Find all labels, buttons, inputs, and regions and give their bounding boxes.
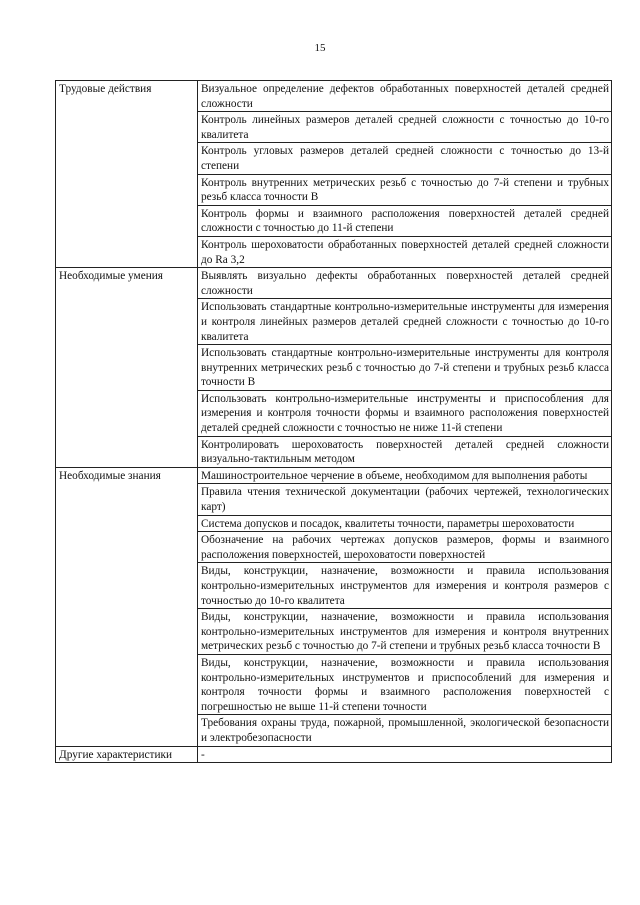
table-cell: Использовать стандартные контрольно-измерительные инструменты для контроля внутренних метрических резьб с точностью до 7-й степени и трубных резьб класса точности B bbox=[198, 345, 612, 391]
table-cell: Выявлять визуально дефекты обработанных поверхностей деталей средней сложности bbox=[198, 268, 612, 299]
section-label-required-knowledge: Необходимые знания bbox=[56, 467, 198, 746]
table-cell: Визуальное определение дефектов обработанных поверхностей деталей средней сложности bbox=[198, 81, 612, 112]
section-label-other-characteristics: Другие характеристики bbox=[56, 746, 198, 763]
page-number: 15 bbox=[314, 42, 326, 54]
requirements-table bbox=[55, 80, 612, 763]
table-cell: Контроль угловых размеров деталей средней сложности с точностью до 13-й степени bbox=[198, 143, 612, 174]
table-row bbox=[56, 467, 612, 484]
table-cell: Использовать стандартные контрольно-измерительные инструменты для измерения и контроля линейных размеров деталей средней сложности с точностью до 10-го квалитета bbox=[198, 299, 612, 345]
table-cell: Виды, конструкции, назначение, возможности и правила использования контрольно-измерительных инструментов для измерения и контроля размеров с точностью до 10-го квалитета bbox=[198, 563, 612, 609]
table-cell: Требования охраны труда, пожарной, промышленной, экологической безопасности и электробезопасности bbox=[198, 715, 612, 746]
table-cell: Виды, конструкции, назначение, возможности и правила использования контрольно-измерительных инструментов и приспособлений для измерения и контроля точности формы и взаимного расположения поверхностей с погрешностью не выше 11-й степени точности bbox=[198, 654, 612, 714]
section-label-required-skills: Необходимые умения bbox=[56, 268, 198, 468]
table-cell: Контроль внутренних метрических резьб с точностью до 7-й степени и трубных резьб класса точности B bbox=[198, 174, 612, 205]
table-cell: Контроль линейных размеров деталей средней сложности с точностью до 10-го квалитета bbox=[198, 112, 612, 143]
table-row bbox=[56, 81, 612, 112]
table-cell: Машиностроительное черчение в объеме, необходимом для выполнения работы bbox=[198, 467, 612, 484]
table-cell: Правила чтения технической документации (рабочих чертежей, технологических карт) bbox=[198, 484, 612, 515]
table-cell: Контроль шероховатости обработанных поверхностей деталей средней сложности до Ra 3,2 bbox=[198, 236, 612, 267]
section-label-labor-actions: Трудовые действия bbox=[56, 81, 198, 268]
table-row bbox=[56, 746, 612, 763]
table-cell: Использовать контрольно-измерительные инструменты и приспособления для измерения и контроля точности формы и взаимного расположения поверхностей деталей средней сложности с точностью не ниже 11-й степени bbox=[198, 390, 612, 436]
table-cell: Система допусков и посадок, квалитеты точности, параметры шероховатости bbox=[198, 515, 612, 532]
table-row bbox=[56, 268, 612, 299]
table-cell: Контролировать шероховатость поверхностей деталей средней сложности визуально-тактильным методом bbox=[198, 436, 612, 467]
table-cell: Контроль формы и взаимного расположения поверхностей деталей средней сложности с точностью до 11-й степени bbox=[198, 205, 612, 236]
table-cell: Виды, конструкции, назначение, возможности и правила использования контрольно-измерительных инструментов для измерения и контроля внутренних метрических резьб с точностью до 7-й степени и трубных резьб класса точности B bbox=[198, 609, 612, 655]
table-cell: Обозначение на рабочих чертежах допусков размеров, формы и взаимного расположения поверхностей, шероховатости поверхностей bbox=[198, 532, 612, 563]
table-cell: - bbox=[198, 746, 612, 763]
